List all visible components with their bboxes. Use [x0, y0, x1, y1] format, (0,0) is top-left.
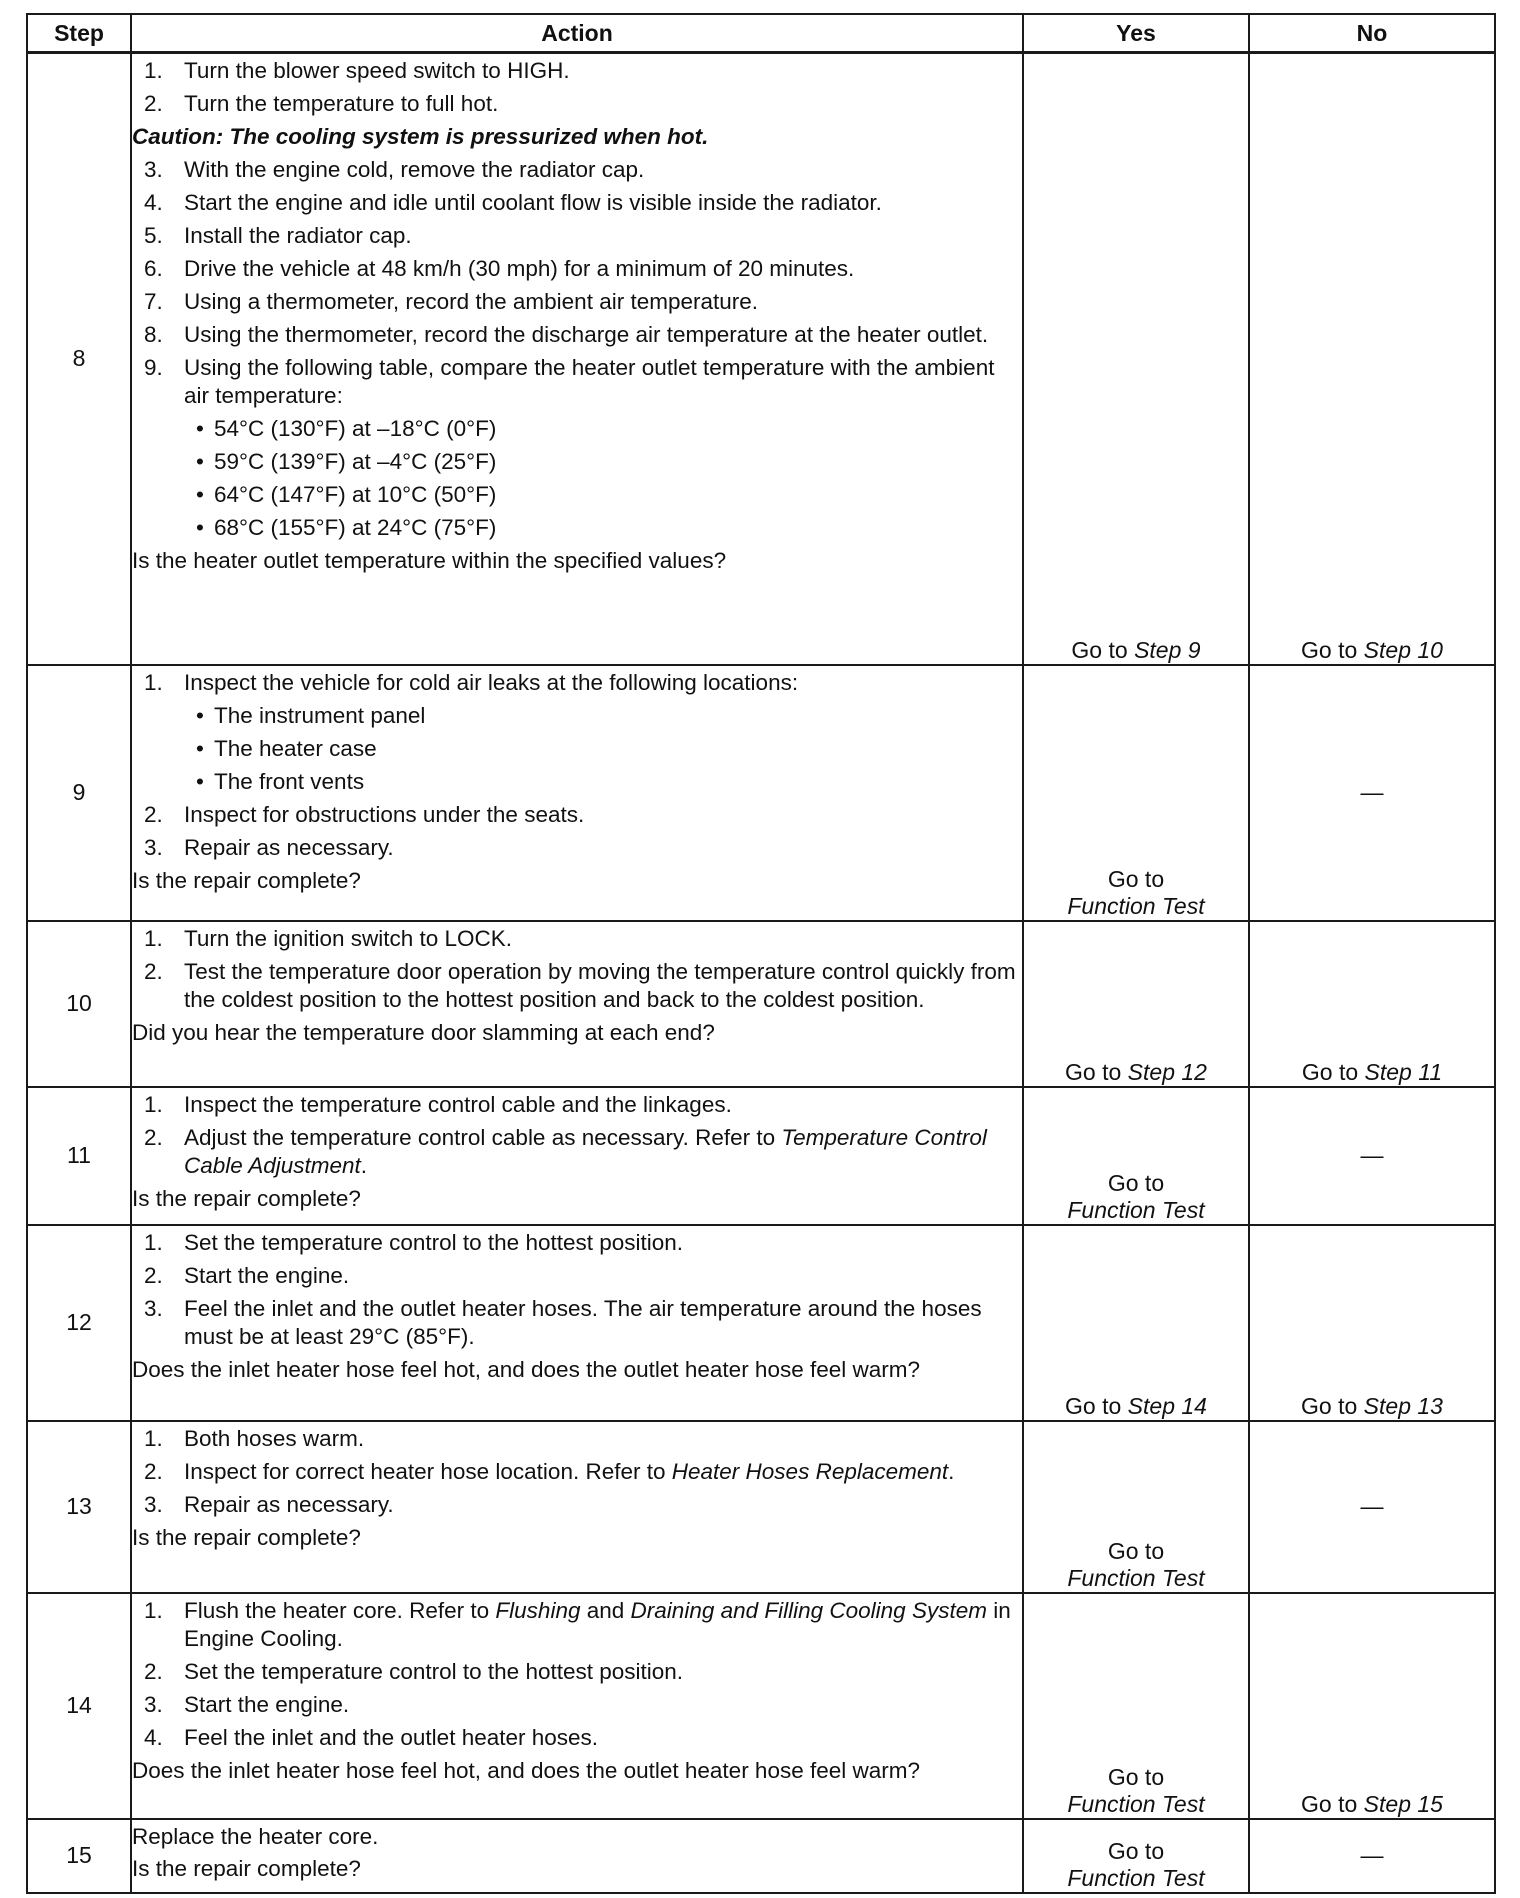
- bullet-item: • 64°C (147°F) at 10°C (50°F): [196, 482, 497, 507]
- action-item: 2. Test the temperature door operation by moving the temperature control quickly from the coldest position to the hottest position and back to the coldest position.: [144, 958, 1016, 1012]
- step-action: [131, 665, 1023, 921]
- header-row: [27, 14, 1495, 53]
- step-row-10: [27, 921, 1495, 1087]
- reference-link[interactable]: Flushing: [495, 1597, 581, 1623]
- step-row-9: [27, 665, 1495, 921]
- step-action: [131, 53, 1023, 665]
- no-link[interactable]: Step 11: [1364, 1058, 1443, 1085]
- action-item: 3. Feel the inlet and the outlet heater hoses. The air temperature around the hoses must be at least 29°C (85°F).: [144, 1295, 982, 1349]
- no-link[interactable]: Step 13: [1363, 1392, 1443, 1419]
- step-question: Is the repair complete?: [132, 1185, 361, 1211]
- action-item: Replace the heater core.: [132, 1823, 379, 1849]
- action-item: 1. Turn the blower speed switch to HIGH.: [144, 58, 570, 83]
- no-dash: —: [1360, 1142, 1384, 1168]
- no-dash: —: [1360, 779, 1384, 805]
- action-item: 1. Inspect the vehicle for cold air leaks at the following locations:: [144, 669, 799, 695]
- step-question: Is the repair complete?: [132, 867, 361, 893]
- no-cell: [1249, 1087, 1495, 1225]
- yes-prefix: Go to: [1107, 1837, 1165, 1864]
- action-item: 4. Start the engine and idle until coolant flow is visible inside the radiator.: [144, 190, 882, 215]
- step-row-14: [27, 1593, 1495, 1819]
- yes-prefix: Go to: [1065, 1058, 1122, 1085]
- no-dash: —: [1360, 1842, 1384, 1868]
- no-dash: —: [1360, 1493, 1384, 1519]
- step-row-15: [27, 1819, 1495, 1893]
- step-row-13: [27, 1421, 1495, 1593]
- bullet-item: • The instrument panel: [196, 702, 426, 728]
- action-item: 3. Repair as necessary.: [144, 834, 394, 860]
- no-link[interactable]: Step 10: [1363, 636, 1443, 663]
- yes-link[interactable]: Step 12: [1127, 1058, 1207, 1085]
- action-item: 1. Set the temperature control to the hottest position.: [144, 1229, 684, 1255]
- header-step: Step: [27, 14, 131, 53]
- bullet-item: • 59°C (139°F) at –4°C (25°F): [196, 449, 497, 474]
- step-number: 14: [27, 1593, 131, 1819]
- no-cell: [1249, 1819, 1495, 1893]
- yes-link[interactable]: Function Test: [1067, 1564, 1205, 1591]
- no-cell: [1249, 665, 1495, 921]
- action-item: 1. Inspect the temperature control cable and the linkages.: [144, 1091, 732, 1117]
- action-item: 2. Turn the temperature to full hot.: [144, 91, 499, 116]
- no-prefix: Go to: [1301, 1392, 1358, 1419]
- action-item: 8. Using the thermometer, record the discharge air temperature at the heater outlet.: [144, 322, 989, 347]
- yes-prefix: Go to: [1107, 1169, 1165, 1196]
- step-number: 11: [27, 1087, 131, 1225]
- no-prefix: Go to: [1301, 636, 1358, 663]
- yes-cell: [1023, 1225, 1249, 1421]
- action-item: 3. Repair as necessary.: [144, 1491, 394, 1517]
- yes-link[interactable]: Step 14: [1127, 1392, 1207, 1419]
- step-action: [131, 921, 1023, 1087]
- yes-link[interactable]: Function Test: [1067, 1196, 1205, 1223]
- step-row-11: [27, 1087, 1495, 1225]
- step-question: Is the repair complete?: [132, 1524, 361, 1550]
- action-item: 4. Feel the inlet and the outlet heater hoses.: [144, 1724, 599, 1750]
- reference-link[interactable]: Draining and Filling Cooling System: [630, 1597, 987, 1623]
- step-question: Does the inlet heater hose feel hot, and does the outlet heater hose feel warm?: [132, 1757, 921, 1783]
- step-action: [131, 1819, 1023, 1893]
- bullet-item: • 68°C (155°F) at 24°C (75°F): [196, 515, 497, 540]
- action-item: 9. Using the following table, compare the heater outlet temperature with the ambient air temperature:: [144, 355, 995, 408]
- caution-note: Caution: The cooling system is pressurized when hot.: [132, 124, 709, 149]
- yes-prefix: Go to: [1071, 636, 1128, 663]
- yes-cell: [1023, 1087, 1249, 1225]
- header-action: Action: [131, 14, 1023, 53]
- action-item: 2. Inspect for correct heater hose location. Refer to Heater Hoses Replacement.: [144, 1458, 955, 1484]
- no-cell: [1249, 1421, 1495, 1593]
- step-action: [131, 1593, 1023, 1819]
- step-number: 13: [27, 1421, 131, 1593]
- step-number: 8: [27, 53, 131, 665]
- step-action: [131, 1421, 1023, 1593]
- step-question: Is the heater outlet temperature within the specified values?: [132, 548, 727, 573]
- no-link[interactable]: Step 15: [1363, 1790, 1443, 1817]
- action-item: 6. Drive the vehicle at 48 km/h (30 mph) for a minimum of 20 minutes.: [144, 256, 855, 281]
- bullet-item: • The front vents: [196, 768, 365, 794]
- bullet-item: • The heater case: [196, 735, 377, 761]
- step-action: [131, 1225, 1023, 1421]
- action-item: 2. Adjust the temperature control cable as necessary. Refer to Temperature Control Cable Adjustment.: [144, 1124, 987, 1178]
- step-question: Did you hear the temperature door slamming at each end?: [132, 1019, 715, 1045]
- no-cell: [1249, 1225, 1495, 1421]
- yes-cell: [1023, 665, 1249, 921]
- step-number: 10: [27, 921, 131, 1087]
- action-item: 3. Start the engine.: [144, 1691, 350, 1717]
- action-item: 2. Start the engine.: [144, 1262, 350, 1288]
- action-item: 5. Install the radiator cap.: [144, 223, 412, 248]
- yes-prefix: Go to: [1107, 1763, 1165, 1790]
- yes-cell: [1023, 1593, 1249, 1819]
- yes-prefix: Go to: [1107, 865, 1165, 892]
- yes-link[interactable]: Function Test: [1067, 1864, 1205, 1891]
- yes-link[interactable]: Function Test: [1067, 892, 1205, 919]
- diagnostic-table: [26, 13, 1496, 1894]
- action-item: 2. Inspect for obstructions under the seats.: [144, 801, 585, 827]
- step-question: Is the repair complete?: [132, 1855, 361, 1881]
- action-item: 1. Both hoses warm.: [144, 1425, 365, 1451]
- no-cell: [1249, 1593, 1495, 1819]
- step-action: [131, 1087, 1023, 1225]
- reference-link[interactable]: Heater Hoses Replacement: [671, 1458, 949, 1484]
- action-item: 1. Flush the heater core. Refer to Flushing and Draining and Filling Cooling System in Engine Cooling.: [144, 1597, 1011, 1651]
- step-number: 9: [27, 665, 131, 921]
- action-item: 7. Using a thermometer, record the ambient air temperature.: [144, 289, 759, 314]
- action-item: 3. With the engine cold, remove the radiator cap.: [144, 157, 645, 182]
- no-cell: [1249, 53, 1495, 665]
- no-prefix: Go to: [1301, 1790, 1358, 1817]
- bullet-item: • 54°C (130°F) at –18°C (0°F): [196, 416, 497, 441]
- yes-link[interactable]: Function Test: [1067, 1790, 1205, 1817]
- yes-cell: [1023, 921, 1249, 1087]
- yes-cell: [1023, 53, 1249, 665]
- yes-cell: [1023, 1819, 1249, 1893]
- step-row-12: [27, 1225, 1495, 1421]
- yes-prefix: Go to: [1065, 1392, 1122, 1419]
- yes-link[interactable]: Step 9: [1134, 636, 1201, 663]
- no-cell: [1249, 921, 1495, 1087]
- step-number: 15: [27, 1819, 131, 1893]
- yes-prefix: Go to: [1107, 1537, 1165, 1564]
- step-row-8: [27, 53, 1495, 665]
- no-prefix: Go to: [1301, 1058, 1359, 1085]
- yes-cell: [1023, 1421, 1249, 1593]
- step-number: 12: [27, 1225, 131, 1421]
- reference-link[interactable]: Temperature Control Cable Adjustment: [184, 1124, 987, 1178]
- header-yes: Yes: [1023, 14, 1249, 53]
- header-no: No: [1249, 14, 1495, 53]
- step-question: Does the inlet heater hose feel hot, and does the outlet heater hose feel warm?: [132, 1356, 921, 1382]
- action-item: 2. Set the temperature control to the hottest position.: [144, 1658, 684, 1684]
- action-item: 1. Turn the ignition switch to LOCK.: [144, 925, 513, 951]
